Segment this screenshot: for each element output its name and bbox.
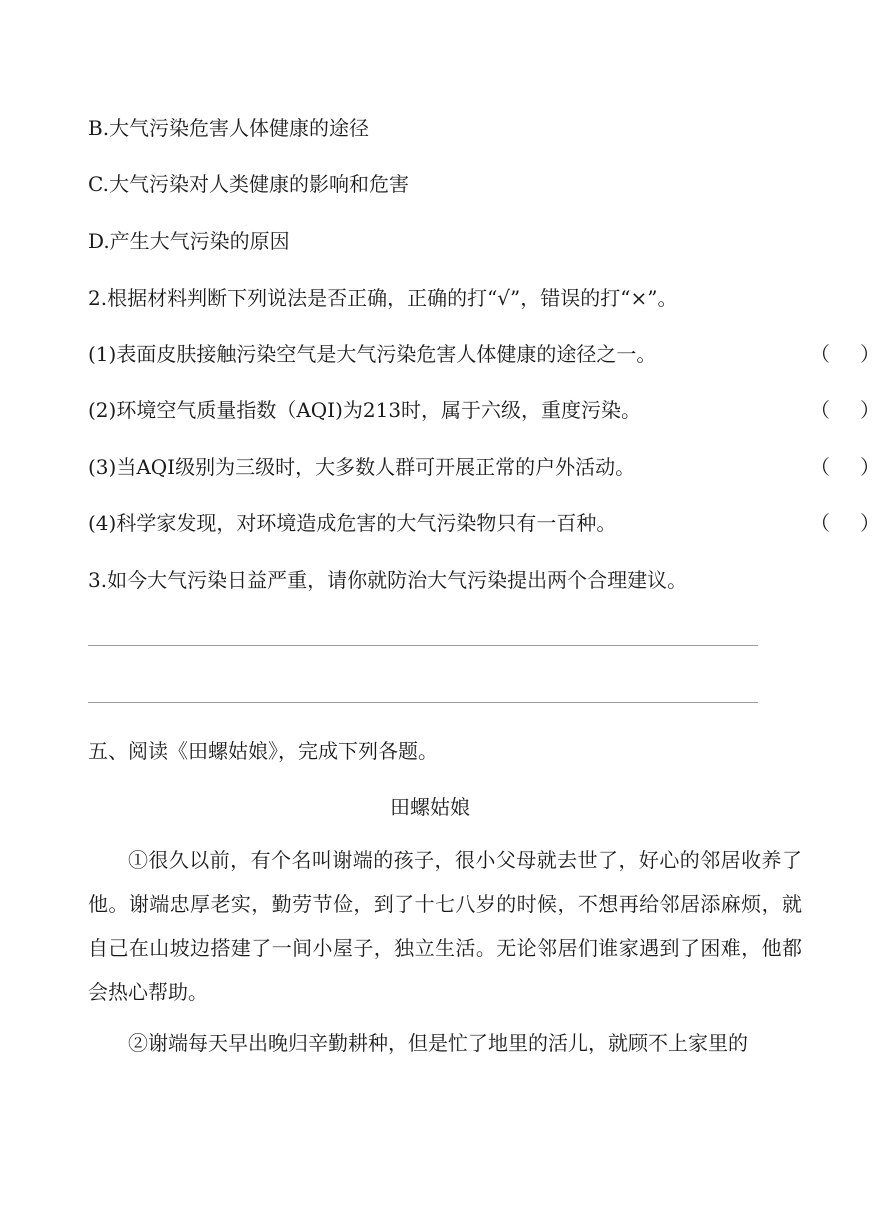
- section-5-heading: 五、阅读《田螺姑娘》，完成下列各题。: [88, 739, 438, 763]
- true-false-item: (3)当AQI级别为三级时，大多数人群可开展正常的户外活动。 （ ）: [88, 455, 880, 479]
- question-3-prompt: 3.如今大气污染日益严重，请你就防治大气污染提出两个合理建议。: [88, 568, 688, 592]
- answer-line[interactable]: [88, 645, 758, 646]
- option-c: C.大气污染对人类健康的影响和危害: [88, 172, 409, 196]
- true-false-item-text: (3)当AQI级别为三级时，大多数人群可开展正常的户外活动。: [88, 455, 636, 479]
- story-paragraph-1: ①很久以前，有个名叫谢端的孩子，很小父母就去世了，好心的邻居收养了他。谢端忠厚老实，勤劳节俭，到了十七八岁的时候，不想再给邻居添麻烦，就自己在山坡边搭建了一间小屋子，独立生活。无论邻居们谁家遇到了困难，他都会热心帮助。: [88, 848, 802, 1004]
- true-false-item: (4)科学家发现，对环境造成危害的大气污染物只有一百种。 （ ）: [88, 511, 880, 535]
- true-false-item-text: (1)表面皮肤接触污染空气是大气污染危害人体健康的途径之一。: [88, 342, 657, 366]
- story-paragraph-2: ②谢端每天早出晚归辛勤耕种，但是忙了地里的活儿，就顾不上家里的: [128, 1031, 748, 1055]
- true-false-item-text: (2)环境空气质量指数（AQI)为213时，属于六级，重度污染。: [88, 398, 642, 422]
- option-b: B.大气污染危害人体健康的途径: [88, 116, 370, 140]
- true-false-item: (2)环境空气质量指数（AQI)为213时，属于六级，重度污染。 （ ）: [88, 398, 880, 422]
- true-false-item: (1)表面皮肤接触污染空气是大气污染危害人体健康的途径之一。 （ ）: [88, 342, 880, 366]
- true-false-item-text: (4)科学家发现，对环境造成危害的大气污染物只有一百种。: [88, 511, 617, 535]
- option-d: D.产生大气污染的原因: [88, 229, 290, 253]
- story-title: 田螺姑娘: [390, 795, 470, 819]
- answer-line[interactable]: [88, 702, 758, 703]
- question-2-prompt: 2.根据材料判断下列说法是否正确，正确的打“√”，错误的打“×”。: [88, 286, 678, 310]
